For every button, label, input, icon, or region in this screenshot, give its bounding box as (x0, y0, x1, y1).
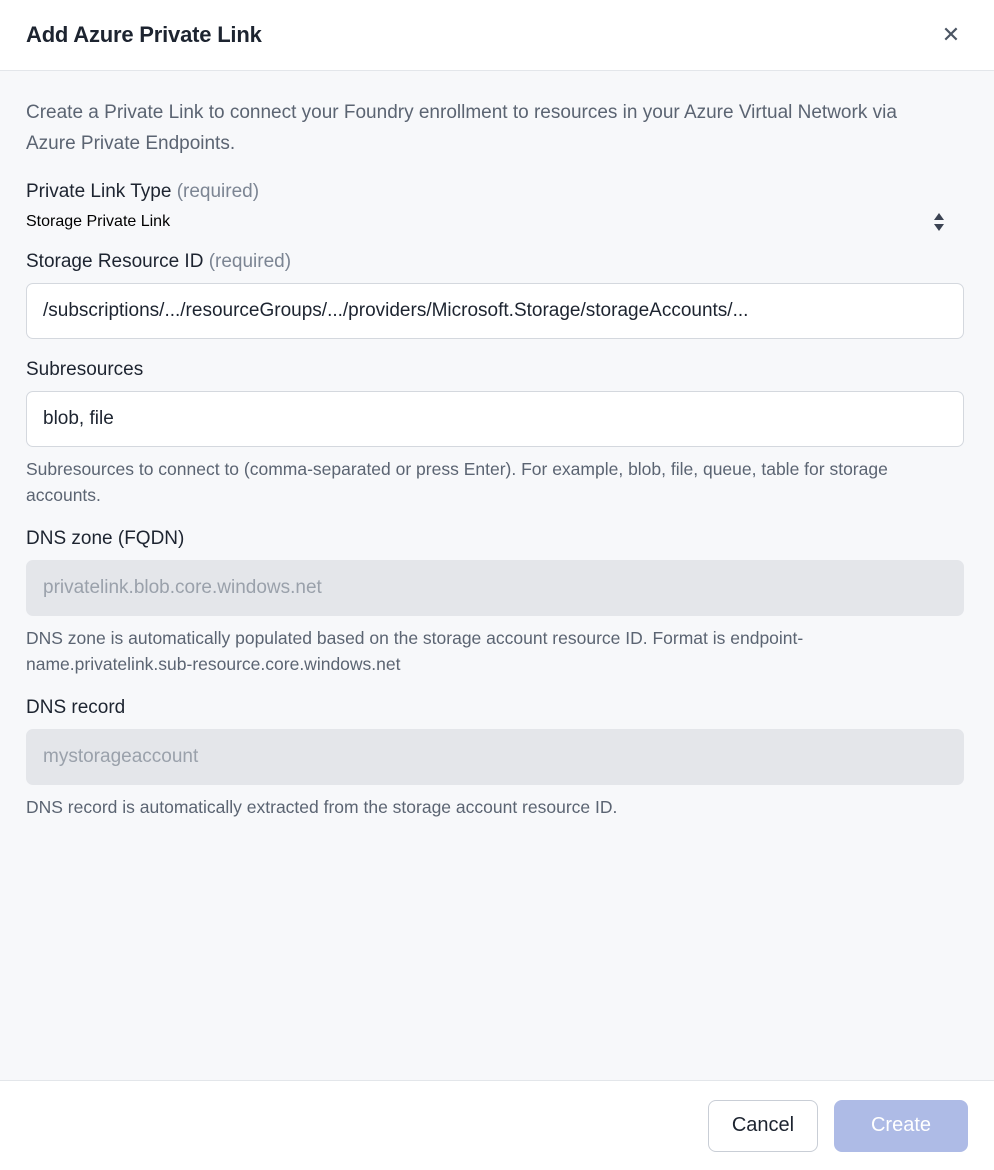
private-link-type-label-text: Private Link Type (26, 181, 172, 202)
dns-record-label: DNS record (26, 697, 126, 718)
close-icon[interactable]: ✕ (934, 18, 968, 52)
dns-record-value: mystorageaccount (26, 729, 964, 785)
private-link-type-select[interactable]: Storage Private Link (26, 213, 171, 230)
subresources-input[interactable] (26, 391, 964, 447)
field-subresources (26, 359, 968, 508)
create-button[interactable]: Create (834, 1100, 968, 1152)
private-link-type-required: (required) (176, 181, 260, 202)
storage-resource-id-label-text: Storage Resource ID (26, 251, 204, 272)
dns-record-helper: DNS record is automatically extracted from the storage account resource ID. (26, 797, 618, 817)
cancel-button[interactable]: Cancel (708, 1100, 818, 1152)
storage-resource-id-required: (required) (208, 251, 292, 272)
field-storage-resource-id (26, 251, 968, 339)
field-dns-zone (26, 528, 968, 677)
subresources-helper: Subresources to connect to (comma-separated or press Enter). For example, blob, file, queue, table for storage accounts. (26, 459, 888, 505)
storage-resource-id-input[interactable] (26, 283, 964, 339)
dns-zone-label: DNS zone (FQDN) (26, 528, 185, 549)
dialog-description: Create a Private Link to connect your Foundry enrollment to resources in your Azure Virtual Network via Azure Private Endpoints. (26, 102, 897, 154)
subresources-label: Subresources (26, 359, 144, 380)
dns-zone-helper: DNS zone is automatically populated based on the storage account resource ID. Format is endpoint-name.privatelink.sub-resource.core.windows.net (26, 628, 804, 674)
dialog-header (0, 0, 994, 71)
field-private-link-type (26, 181, 968, 231)
private-link-type-select-wrap (26, 213, 964, 231)
dns-zone-value: privatelink.blob.core.windows.net (26, 560, 964, 616)
dialog-body (0, 71, 994, 1080)
storage-resource-id-label (26, 251, 968, 273)
field-dns-record (26, 697, 968, 820)
dialog-footer (0, 1080, 994, 1170)
dialog-title: Add Azure Private Link (26, 22, 262, 47)
private-link-type-label (26, 181, 968, 203)
